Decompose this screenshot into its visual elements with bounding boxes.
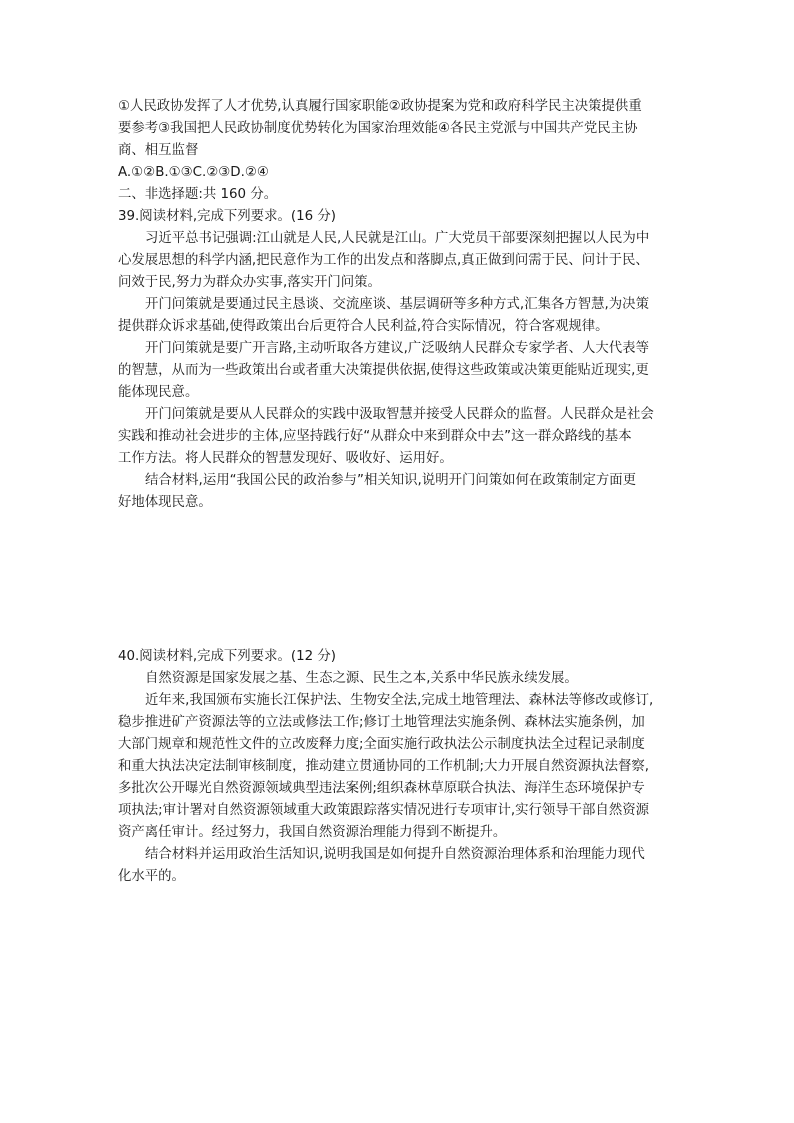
text-line: 多批次公开曝光自然资源领域典型违法案例;组织森林草原联合执法、海洋生态环境保护专 <box>118 781 645 796</box>
text-line: 项执法;审计署对自然资源领域重大政策跟踪落实情况进行专项审计,实行领导干部自然资源 <box>118 803 649 818</box>
text-line: 和重大执法决定法制审核制度，推动建立贯通协同的工作机制;大力开展自然资源执法督察, <box>118 759 649 774</box>
q39-question <box>118 470 682 514</box>
text-line: 实践和推动社会进步的主体,应坚持践行好“从群众中来到群众中去”这一群众路线的基本 <box>118 429 632 444</box>
text-line: 工作方法。将人民群众的智慧发现好、吸收好、运用好。 <box>118 451 453 466</box>
q40-heading: 40.阅读材料,完成下列要求。(12 分) <box>118 649 336 664</box>
q38-options-statements <box>118 96 682 162</box>
text-line: 近年来,我国颁布实施长江保护法、生物安全法,完成土地管理法、森林法等修改或修订, <box>145 693 654 708</box>
text-line: 的智慧，从而为一些政策出台或者重大决策提供依据,使得这些政策或决策更能贴近现实,更 <box>118 363 649 378</box>
q39-paragraph-3 <box>118 338 682 404</box>
text-line: 化水平的。 <box>118 869 185 884</box>
answer-space <box>118 514 682 646</box>
text-line: 大部门规章和规范性文件的立改废释力度;全面实施行政执法公示制度执法全过程记录制度 <box>118 737 645 752</box>
text-line: 要参考③我国把人民政协制度优势转化为国家治理效能④各民主党派与中国共产党民主协 <box>118 121 638 136</box>
text-line: 资产离任审计。经过努力，我国自然资源治理能力得到不断提升。 <box>118 825 507 840</box>
text-line: 结合材料并运用政治生活知识,说明我国是如何提升自然资源治理体系和治理能力现代 <box>145 847 645 862</box>
text-line: 能体现民意。 <box>118 385 199 400</box>
text-line: ①人民政协发挥了人才优势,认真履行国家职能②政协提案为党和政府科学民主决策提供重 <box>118 99 642 114</box>
document-page <box>118 96 682 888</box>
text-line: 问效于民,努力为群众办实事,落实开门问策。 <box>118 275 381 290</box>
text-line: 结合材料,运用“我国公民的政治参与”相关知识,说明开门问策如何在政策制定方面更 <box>145 473 637 488</box>
text-line: 自然资源是国家发展之基、生态之源、民生之本,关系中华民族永续发展。 <box>145 671 578 686</box>
q40-question <box>118 844 682 888</box>
q39-heading: 39.阅读材料,完成下列要求。(16 分) <box>118 209 336 224</box>
text-line: 习近平总书记强调:江山就是人民,人民就是江山。广大党员干部要深刻把握以人民为中 <box>145 231 650 246</box>
q40-paragraph-1 <box>118 668 682 690</box>
q38-answer-options: A.①②B.①③C.②③D.②④ <box>118 165 269 180</box>
text-line: 开门问策就是要从人民群众的实践中汲取智慧并接受人民群众的监督。人民群众是社会 <box>145 407 654 422</box>
q40-paragraph-2 <box>118 690 682 844</box>
text-line: 开门问策就是要广开言路,主动听取各方建议,广泛吸纳人民群众专家学者、人大代表等 <box>145 341 649 356</box>
q39-paragraph-1 <box>118 228 682 294</box>
text-line: 好地体现民意。 <box>118 495 212 510</box>
text-line: 提供群众诉求基础,使得政策出台后更符合人民利益,符合实际情况，符合客观规律。 <box>118 319 609 334</box>
text-line: 开门问策就是要通过民主恳谈、交流座谈、基层调研等多种方式,汇集各方智慧,为决策 <box>145 297 649 312</box>
q39-paragraph-4 <box>118 404 682 470</box>
text-line: 稳步推进矿产资源法等的立法或修法工作;修订土地管理法实施条例、森林法实施条例，加 <box>118 715 645 730</box>
section-title: 二、非选择题:共 160 分。 <box>118 187 278 202</box>
text-line: 商、相互监督 <box>118 143 199 158</box>
q39-paragraph-2 <box>118 294 682 338</box>
text-line: 心发展思想的科学内涵,把民意作为工作的出发点和落脚点,真正做到问需于民、问计于民、 <box>118 253 649 268</box>
